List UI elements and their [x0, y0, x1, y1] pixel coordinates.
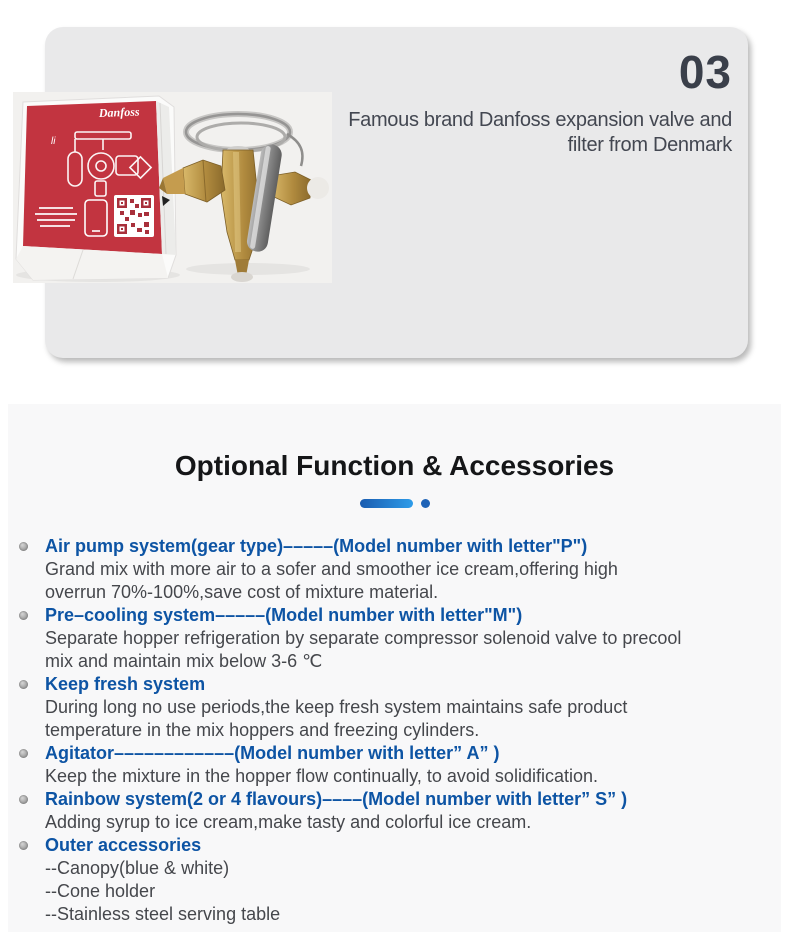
box-brand-text: Danfoss	[98, 104, 140, 120]
feature-caption	[348, 108, 732, 158]
item-text-line: mix and maintain mix below 3-6 ℃	[45, 651, 323, 671]
item-text-line: Separate hopper refrigeration by separate compressor solenoid valve to precool	[45, 628, 682, 648]
underline-pill-icon	[360, 499, 413, 508]
product-photo	[13, 92, 332, 283]
item-label: Outer accessories	[45, 835, 202, 855]
accessories-card	[8, 404, 781, 932]
product-photo-image	[13, 92, 332, 283]
item-text-line: --Stainless steel serving table	[45, 904, 281, 924]
underline-dot-icon	[421, 499, 430, 508]
list-item-keep-fresh	[8, 673, 781, 742]
accessories-list	[8, 535, 781, 926]
item-text-line: Grand mix with more air to a sofer and smoother ice cream,offering high	[45, 559, 618, 579]
list-item-air-pump	[8, 535, 781, 604]
item-text-line: During long no use periods,the keep fresh system maintains safe product	[45, 697, 628, 717]
box-small-mark: li	[51, 136, 56, 147]
list-item-outer-accessories	[8, 834, 781, 926]
list-item-agitator	[8, 742, 781, 788]
item-text-line: temperature in the mix hoppers and freezing cylinders.	[45, 720, 480, 740]
list-item-pre-cooling	[8, 604, 781, 673]
section-number: 03	[678, 46, 732, 98]
item-text-line: --Cone holder	[45, 881, 156, 901]
list-item-rainbow-system	[8, 788, 781, 834]
item-text-line: overrun 70%-100%,save cost of mixture material.	[45, 582, 439, 602]
card-title: Optional Function & Accessories	[174, 450, 615, 481]
title-underline-icon	[8, 498, 781, 508]
item-label: Rainbow system(2 or 4 flavours)––––(Model number with letter” S” )	[45, 789, 628, 809]
bullet-icon	[19, 680, 28, 689]
item-label: Pre–cooling system–––––(Model number with letter"M")	[45, 605, 523, 625]
bullet-icon	[19, 611, 28, 620]
qr-code	[114, 195, 154, 237]
item-label: Keep fresh system	[45, 674, 206, 694]
bullet-icon	[19, 841, 28, 850]
item-text-line: Adding syrup to ice cream,make tasty and colorful ice cream.	[45, 812, 532, 832]
item-text-line: Keep the mixture in the hopper flow continually, to avoid solidification.	[45, 766, 598, 786]
caption-line-1: Famous brand Danfoss expansion valve and	[348, 109, 732, 131]
bullet-icon	[19, 795, 28, 804]
bullet-icon	[19, 542, 28, 551]
item-label: Agitator––––––––––––(Model number with letter” A” )	[45, 743, 500, 763]
item-text-line: --Canopy(blue & white)	[45, 858, 230, 878]
item-label: Air pump system(gear type)–––––(Model number with letter"P")	[45, 536, 588, 556]
red-danfoss-box	[16, 96, 176, 280]
bullet-icon	[19, 749, 28, 758]
caption-line-2: filter from Denmark	[567, 134, 732, 156]
